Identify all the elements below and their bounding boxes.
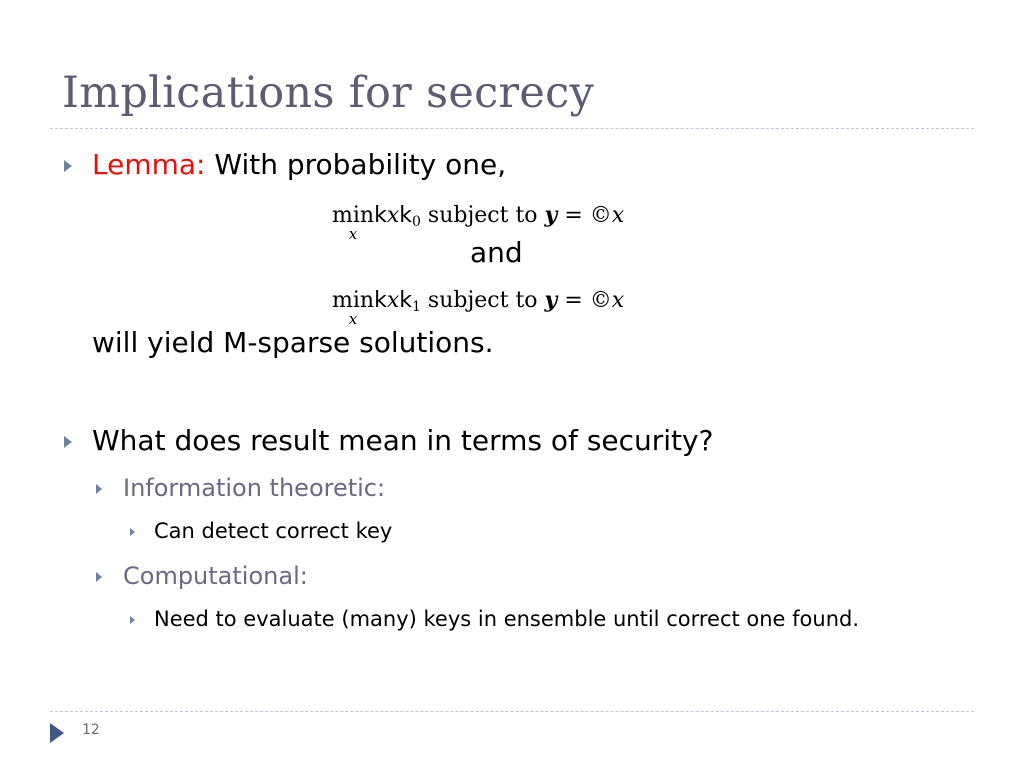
computational-item: Computational:	[123, 562, 308, 590]
bullet-arrow-icon	[130, 528, 135, 536]
lemma-text: With probability one,	[205, 148, 507, 181]
and-text: and	[470, 236, 523, 269]
security-question: What does result mean in terms of security?	[92, 424, 714, 457]
detect-key-item: Can detect correct key	[154, 519, 393, 543]
equation-l0: min x kxk$_0$ subject to y = ©x	[332, 202, 625, 243]
bullet-arrow-icon	[96, 572, 102, 582]
sparse-solutions-text: will yield M-sparse solutions.	[92, 326, 494, 359]
footer-arrow-icon	[50, 723, 64, 743]
footer-divider	[50, 711, 974, 712]
bullet-arrow-icon	[64, 160, 72, 172]
equation-l1: min x kxk$_1$ subject to y = ©x	[332, 287, 625, 328]
min-operator: min x	[332, 288, 375, 328]
min-operator: min x	[332, 203, 375, 243]
bullet-arrow-icon	[130, 616, 135, 624]
evaluate-keys-item: Need to evaluate (many) keys in ensemble until correct one found.	[154, 607, 860, 631]
title-divider	[50, 128, 974, 129]
slide-title: Implications for secrecy	[62, 68, 595, 118]
page-number: 12	[82, 722, 100, 738]
info-theoretic-item: Information theoretic:	[123, 474, 386, 502]
lemma-line	[92, 148, 506, 181]
bullet-arrow-icon	[64, 436, 72, 448]
lemma-label: Lemma:	[92, 148, 206, 181]
bullet-arrow-icon	[96, 484, 102, 494]
